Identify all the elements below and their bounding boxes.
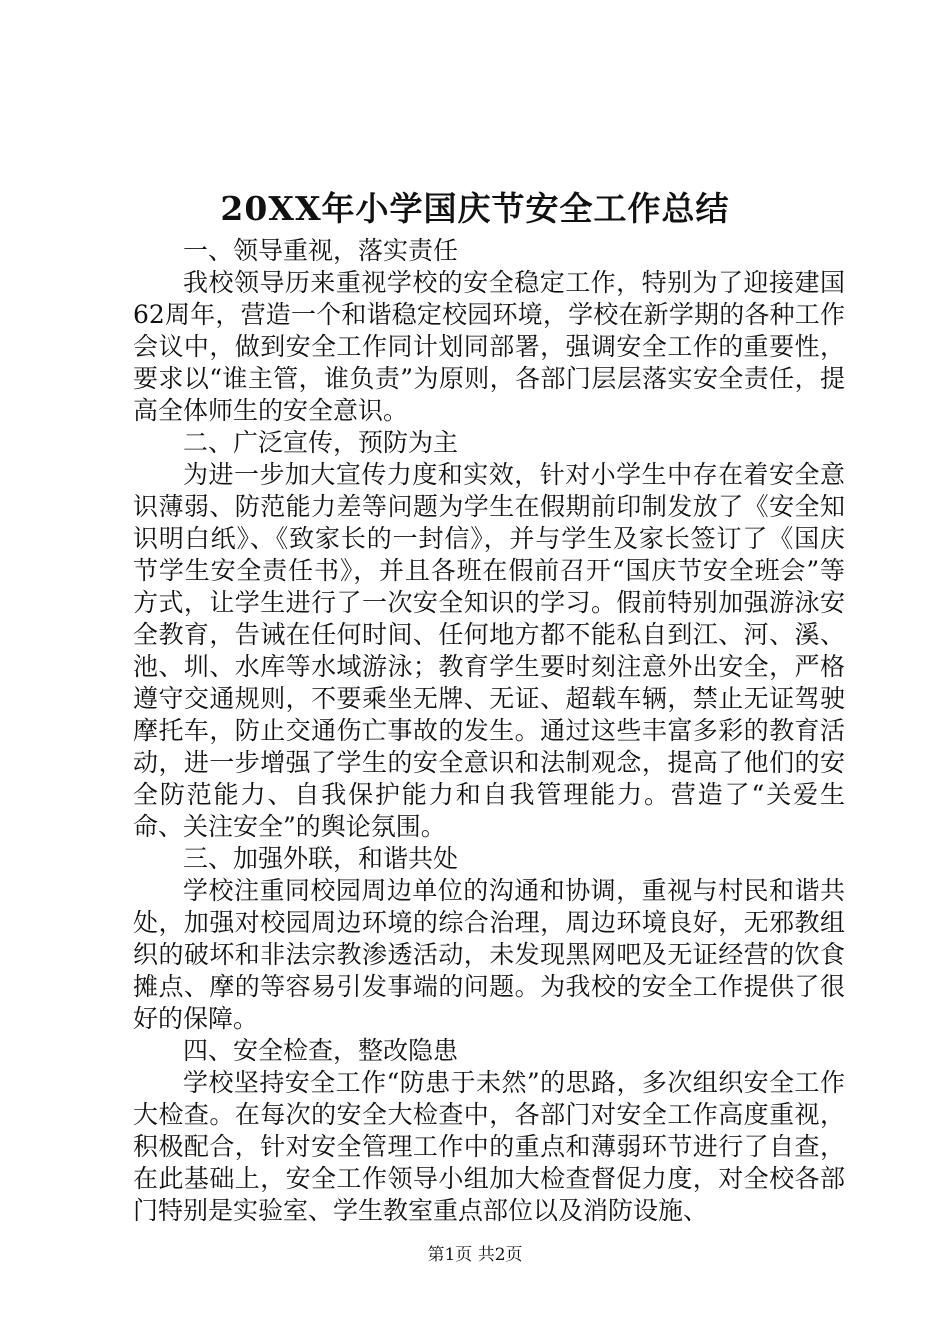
document-body: [133, 235, 845, 1227]
paragraph-4: 学校坚持安全工作“防患于未然”的思路，多次组织安全工作大检查。在每次的安全大检查中，各部门对安全工作高度重视，积极配合，针对安全管理工作中的重点和薄弱环节进行了自查，在此基础上，安全工作领导小组加大检查督促力度，对全校各部门特别是实验室、学生教室重点部位以及消防设施、: [133, 1068, 845, 1225]
section-heading-4: 四、安全检查，整改隐患: [183, 1036, 459, 1065]
paragraph-1: 我校领导历来重视学校的安全稳定工作，特别为了迎接建国62周年，营造一个和谐稳定校园环境，学校在新学期的各种工作会议中，做到安全工作同计划同部署，强调安全工作的重要性，要求以“谁主管，谁负责”为原则，各部门层层落实安全责任，提高全体师生的安全意识。: [133, 268, 845, 425]
paragraph-2: 为进一步加大宣传力度和实效，针对小学生中存在着安全意识薄弱、防范能力差等问题为学生在假期前印制发放了《安全知识明白纸》、《致家长的一封信》，并与学生及家长签订了《国庆节学生安全责任书》，并且各班在假前召开“国庆节安全班会”等方式，让学生进行了一次安全知识的学习。假前特别加强游泳安全教育，告诫在任何时间、任何地方都不能私自到江、河、溪、池、圳、水库等水域游泳；教育学生要时刻注意外出安全，严格遵守交通规则，不要乘坐无牌、无证、超载车辆，禁止无证驾驶摩托车，防止交通伤亡事故的发生。通过这些丰富多彩的教育活动，进一步增强了学生的安全意识和法制观念，提高了他们的安全防范能力、自我保护能力和自我管理能力。营造了“关爱生命、关注安全”的舆论氛围。: [133, 460, 845, 841]
page-number: 第1页 共2页: [427, 1245, 523, 1265]
document-title: 20XX年小学国庆节安全工作总结: [220, 189, 730, 228]
paragraph-3: 学校注重同校园周边单位的沟通和协调，重视与村民和谐共处，加强对校园周边环境的综合治理，周边环境良好，无邪教组织的破坏和非法宗教渗透活动，未发现黑网吧及无证经营的饮食摊点、摩的等容易引发事端的问题。为我校的安全工作提供了很好的保障。: [133, 876, 845, 1033]
section-heading-3: 三、加强外联，和谐共处: [183, 844, 459, 873]
section-heading-1: 一、领导重视，落实责任: [183, 236, 459, 265]
section-heading-2: 二、广泛宣传，预防为主: [183, 428, 459, 457]
